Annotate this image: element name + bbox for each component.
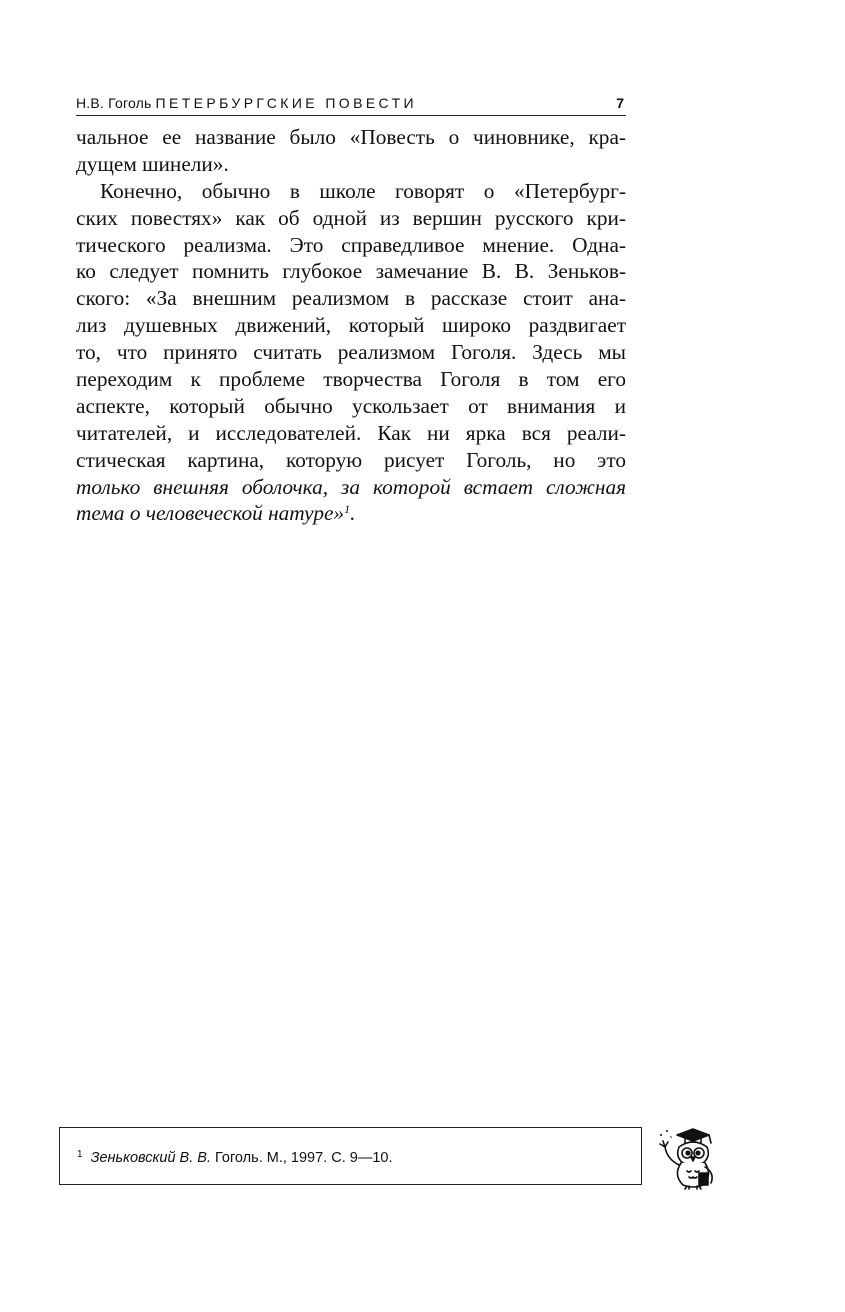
text-line: ского: «За внешним реализмом в рассказе стоит ана-: [76, 286, 626, 311]
footnote-source: Гоголь. М., 1997. С. 9—10.: [210, 1150, 393, 1166]
page-number: 7: [616, 95, 624, 111]
text-line: тического реализма. Это справедливое мнение. Одна-: [76, 232, 626, 257]
text-line: читателей, и исследователей. Как ни ярка вся реали-: [76, 420, 626, 445]
footnote-author: Зеньковский В. В.: [90, 1150, 211, 1166]
main-text: [76, 124, 626, 527]
text-line: то, что принято считать реализмом Гоголя. Здесь мы: [76, 340, 626, 365]
footnote-number: 1: [77, 1149, 83, 1160]
footnote-box: [59, 1127, 642, 1185]
header-series: ПЕТЕРБУРГСКИЕ ПОВЕСТИ: [155, 95, 418, 111]
header-author: Н.В. Гоголь ПЕТЕРБУРГСКИЕ ПОВЕСТИ: [76, 95, 418, 111]
text-line: лиз душевных движений, который широко раздвигает: [76, 313, 626, 338]
text-line: чальное ее название было «Повесть о чиновнике, кра-: [76, 125, 626, 149]
footnote-text: [77, 1149, 392, 1166]
text-line: ских повестях» как об одной из вершин русского кри-: [76, 205, 626, 230]
text-line-italic: только внешняя оболочка, за которой встает сложная: [76, 474, 626, 499]
text-line: переходим к проблеме творчества Гоголя в том его: [76, 367, 626, 392]
owl-scholar-icon: [655, 1123, 725, 1191]
text-line: Конечно, обычно в школе говорят о «Петербург-: [100, 178, 626, 203]
text-line: ко следует помнить глубокое замечание В. В. Зеньков-: [76, 259, 626, 284]
running-header: [76, 93, 626, 116]
footnote-reference[interactable]: 1: [344, 502, 351, 517]
text-line: аспекте, который обычно ускользает от внимания и: [76, 393, 626, 418]
text-line: дущем шинели».: [76, 151, 229, 176]
text-line: стическая картина, которую рисует Гоголь, но это: [76, 447, 626, 472]
text-line-italic-last: тема о человеческой натуре»$^1$.: [76, 501, 356, 526]
